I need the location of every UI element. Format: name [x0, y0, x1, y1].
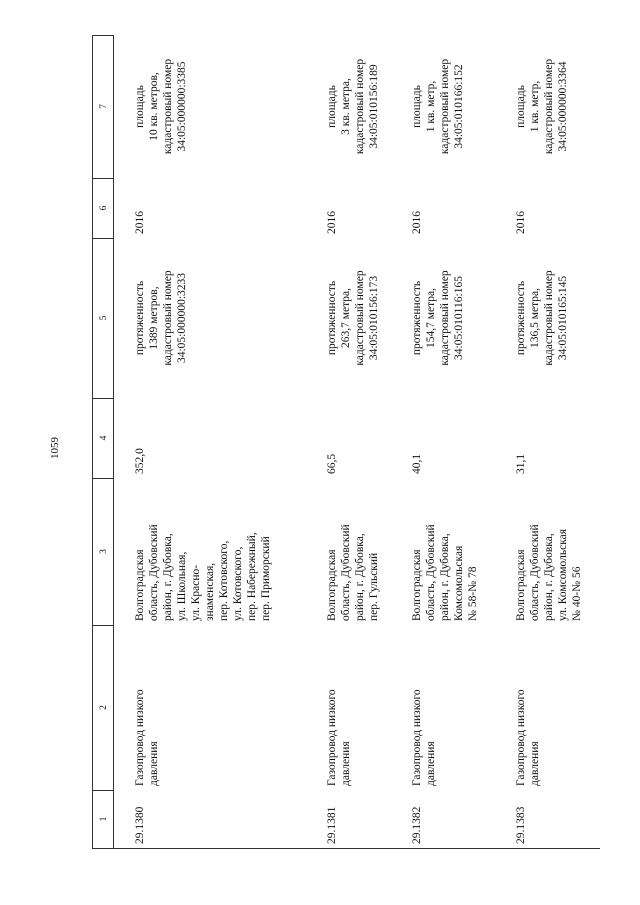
- object-characteristics-line: 1389 метров,: [148, 286, 160, 350]
- object-address-line: район, г. Дубовка,: [162, 533, 174, 621]
- object-address-line: район, г. Дубовка,: [439, 533, 451, 621]
- object-characteristics-line: 136,5 метра,: [529, 287, 541, 349]
- object-address-line: Волгоградская: [326, 549, 338, 621]
- object-address-line: Волгоградская: [134, 549, 146, 621]
- land-plot-info-line: 1 кв. метр,: [529, 80, 541, 133]
- object-year-line: 2016: [411, 211, 423, 234]
- land-plot-info-line: 34:05:000000:3364: [557, 61, 569, 152]
- object-characteristics-line: протяженность: [326, 280, 338, 356]
- object-year-line: 2016: [134, 211, 146, 234]
- object-address-line: область, Дубовский: [529, 524, 541, 621]
- object-address-line: Комсомольская: [453, 545, 465, 621]
- land-plot-info-line: площадь: [411, 85, 423, 128]
- object-address-line: район, г. Дубовка,: [543, 533, 555, 621]
- land-plot-info-line: площадь: [134, 85, 146, 128]
- object-address-line: область, Дубовский: [425, 524, 437, 621]
- object-address-line: область, Дубовский: [340, 524, 352, 621]
- row-number-line: 29.1383: [515, 806, 527, 844]
- object-address-line: № 58-№ 78: [467, 566, 479, 621]
- object-address-line: район, г. Дубовка,: [354, 533, 366, 621]
- object-address-line: знаменская,: [204, 562, 216, 621]
- object-address-line: № 40-№ 56: [571, 566, 583, 621]
- table-border-left: [92, 35, 93, 848]
- object-address-line: пер. Набережный,: [246, 532, 258, 621]
- land-plot-info-line: 34:05:000000:3385: [176, 61, 188, 152]
- object-characteristics-line: 34:05:000000:3233: [176, 272, 188, 364]
- object-characteristics-line: протяженность: [515, 280, 527, 356]
- land-plot-info-line: кадастровый номер: [354, 58, 366, 155]
- object-address-line: пер. Гульский: [368, 552, 380, 621]
- object-year-line: 2016: [326, 211, 338, 234]
- land-plot-info-line: 34:05:010156:189: [368, 64, 380, 149]
- object-name-line: Газопровод низкого: [411, 689, 423, 786]
- row-number-line: 29.1382: [411, 806, 423, 844]
- land-plot-info-line: кадастровый номер: [162, 58, 174, 155]
- land-plot-info-line: площадь: [326, 85, 338, 128]
- object-address-line: Волгоградская: [515, 549, 527, 621]
- object-address-line: ул. Котовского,: [232, 546, 244, 621]
- object-characteristics-line: кадастровый номер: [162, 270, 174, 366]
- object-address-line: ул. Школьная,: [176, 551, 188, 621]
- object-name-line: давления: [148, 741, 160, 786]
- object-value-line: 66,5: [326, 453, 338, 474]
- table-bottom-rule: [92, 848, 600, 849]
- object-characteristics-line: 263,7 метра,: [340, 287, 352, 349]
- object-characteristics-line: кадастровый номер: [439, 270, 451, 366]
- object-name-line: давления: [529, 741, 541, 786]
- row-number-line: 29.1380: [134, 806, 146, 844]
- object-name-line: Газопровод низкого: [134, 689, 146, 786]
- object-address-line: ул. Красно-: [190, 564, 202, 621]
- object-address-line: пер. Приморский: [260, 536, 272, 621]
- land-plot-info-line: кадастровый номер: [543, 58, 555, 155]
- object-year-line: 2016: [515, 211, 527, 234]
- document-page: 1059 1 2 3 4 5 6 7 29.1380 Газопровод низкого давления Волгоградская область, Дубовский район, г. Дубовка, ул. Школьная, ул. Красно- знаменская, пер. Котовского, ул. Котовского, пер. Набережный, пер. Приморский 352,0 протяженность 1389 метров, кадастровый номер 34:05:000000:3233 2016 площадь 10 кв. метров, кадастровый номер 34:05:000000:3385 29.1381 Газопровод низкого давления Волгоградская область, Дубовский район, г. Дубовка, пер. Гульский 66,5 протяженность 263,7 метра, кадастровый номер 34:05:010156:173 2016 площадь 3 кв. метра, кадастровый номер 34:05:010156:189 29.1382 Газопровод низкого давления Волгоградская область, Дубовский район, г. Дубовка, Комсомольская № 58-№ 78 40,1 протяженность 154,7 метра, кадастровый номер 34:05:010116:165 2016 площадь 1 кв. метр, кадастровый номер 34:05:010166:152 29.1383 Газопровод низкого давления Волгоградская область, Дубовский район, г. Дубовка, ул. Комсомольская № 40-№ 56 31,1 протяженность 136,5 метра, кадастровый номер 34:05:010165:145 2016 площадь 1 кв. метр, кадастровый номер 34:05:000000:3364: [0, 0, 640, 905]
- object-value-line: 352,0: [134, 448, 146, 474]
- object-address-line: ул. Комсомольская: [557, 528, 569, 621]
- header-border: [113, 35, 114, 848]
- object-characteristics-line: протяженность: [411, 280, 423, 356]
- object-address-line: Волгоградская: [411, 549, 423, 621]
- object-address-line: область, Дубовский: [148, 524, 160, 621]
- land-plot-info-line: 3 кв. метра,: [340, 78, 352, 135]
- page-number: 1059: [49, 437, 61, 459]
- object-name-line: давления: [340, 741, 352, 786]
- object-name-line: давления: [425, 741, 437, 786]
- object-name-line: Газопровод низкого: [326, 689, 338, 786]
- land-plot-info-line: 34:05:010166:152: [453, 64, 465, 149]
- object-address-line: пер. Котовского,: [218, 540, 230, 621]
- object-characteristics-line: 34:05:010116:165: [453, 276, 465, 360]
- land-plot-info-line: 10 кв. метров,: [148, 72, 160, 141]
- object-name-line: Газопровод низкого: [515, 689, 527, 786]
- object-characteristics-line: 34:05:010156:173: [368, 275, 380, 361]
- land-plot-info-line: кадастровый номер: [439, 58, 451, 155]
- object-characteristics-line: протяженность: [134, 280, 146, 356]
- object-characteristics-line: кадастровый номер: [354, 270, 366, 366]
- land-plot-info-line: 1 кв. метр,: [425, 80, 437, 133]
- land-plot-info-line: площадь: [515, 85, 527, 128]
- object-value-line: 31,1: [515, 453, 527, 474]
- object-characteristics-line: 154,7 метра,: [425, 287, 437, 349]
- object-value-line: 40,1: [411, 453, 423, 474]
- row-number-line: 29.1381: [326, 806, 338, 844]
- object-characteristics-line: 34:05:010165:145: [557, 275, 569, 361]
- object-characteristics-line: кадастровый номер: [543, 270, 555, 366]
